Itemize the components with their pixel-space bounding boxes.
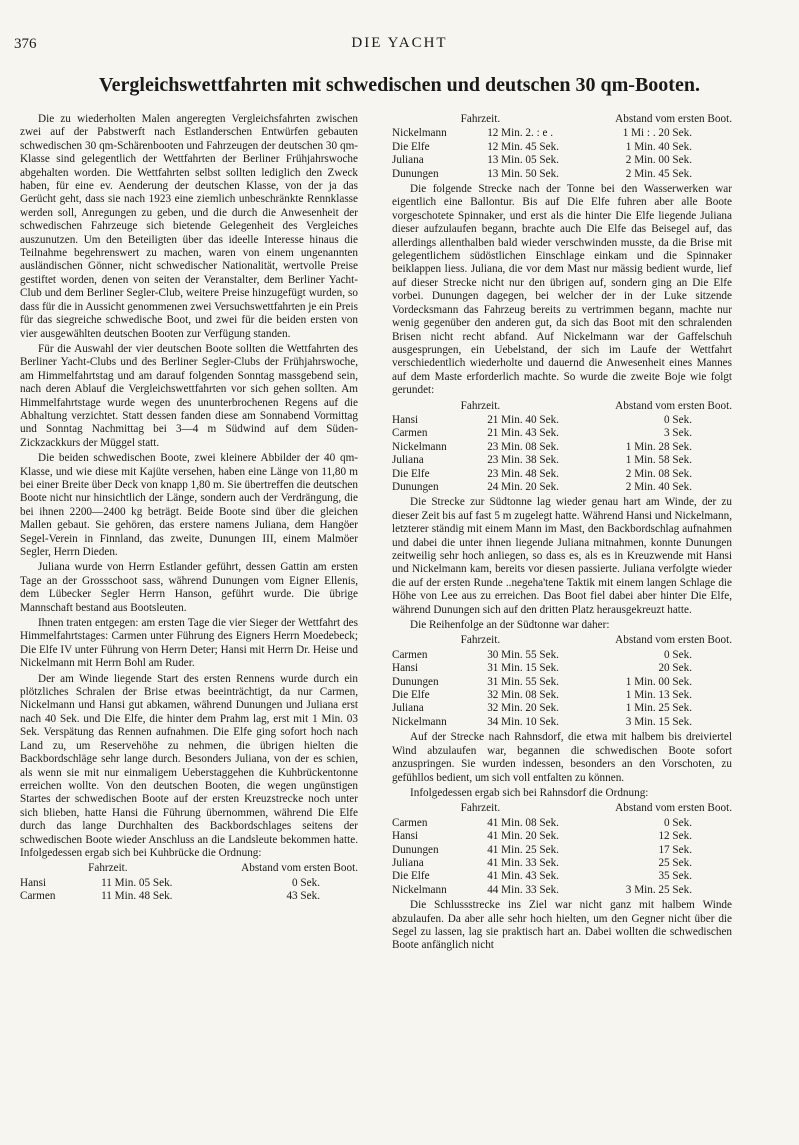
sailing-time: 23 Min. 08 Sek. bbox=[487, 440, 559, 453]
table-row bbox=[392, 427, 732, 440]
gap-to-leader: 0 Sek. bbox=[292, 876, 320, 889]
sailing-time: 31 Min. 15 Sek. bbox=[487, 662, 559, 675]
paragraph: Der am Winde liegende Start des ersten Rennens wurde durch ein plötzliches Schralen der Brise etwas beeinträchtigt, da nur Carmen, Nickelmann und Hansi gut abkamen, während Dunungen und Juliana erst nach 40 Sek. und Die Elfe, die hinter dem Prahm lag, erst mit 1 Min. 03 Sek. Verspätung das Rennen aufnahmen. Die Elfe ging sofort hoch nach Land zu, um Reservehöhe zu nehmen, die übrigen hielten die Backbordschläge sehr lange durch. Besonders Juliana, von der es schien, als wenn sie mit nur einmaligem Ueberstaggehen die Kuhbrückentonne erreichen wollte. Von den deutschen Booten, die wegen ungünstigen Startes der schwedischen Boote auf der ersten Kreuzstrecke noch unter sich blieben, hatte Hansi die Führung übernommen, während Die Elfe durch das lange Durchhalten des Backbordschlages seitens der schwedischen Boote wieder Anschluss an die Landsleute bekommen hatte. Infolgedessen ergab sich bei Kuhbrücke die Ordnung: bbox=[20, 672, 358, 859]
boat-name: Hansi bbox=[392, 830, 419, 843]
gap-to-leader: 1 Min. 25 Sek. bbox=[625, 702, 692, 715]
table-row bbox=[392, 454, 732, 467]
boat-name: Juliana bbox=[392, 154, 424, 167]
paragraph: Die zu wiederholten Malen angeregten Vergleichsfahrten zwischen zwei auf der Pabstwerft nach Estlanderschen Entwürfen gebauten schwedischen 30 qm-Schärenbooten und Fahrzeugen der deutschen 30 qm-Klasse sind gelegentlich der Wettfahrten der Berliner Frühjahrswoche abgehalten worden. Die Wettfahrten selbst sollten lediglich den Zweck haben, für eine ev. Aenderung der deutschen Klasse, von der ja das Gerücht geht, dass sie nach 1923 eine ziemlich unbeschränkte Rennklasse werden soll, Anregungen zu geben, und die durch die Anwesenheit der schwedischen Fahrzeuge sich bietende Gelegenheit des Vergleiches auszunutzen. Um den Beteiligten über das ideelle Interesse hinaus die Teilnahme begehrenswert zu machen, waren von einem ungenannten ausländischen Gönner, nicht schwedischer Nationalität, wertvolle Preise gestiftet worden, denen von seiten der Veranstalter, dem Berliner Yacht-Club und dem Berliner Segler-Club, weitere Preise hinzugefügt wurden, so dass für die in Aussicht genommenen zwei Versuchswettfahrten je ein Preis für das siegreiche schwedische Boot, und zwei für die beiden ersten von vier ausgewählten deutschen Booten zur Verfügung standen. bbox=[20, 113, 358, 340]
boat-name: Dunungen bbox=[392, 843, 439, 856]
boat-name: Carmen bbox=[20, 890, 56, 903]
table-row bbox=[392, 716, 732, 729]
results-table bbox=[392, 802, 732, 897]
table-row bbox=[392, 141, 732, 154]
col-gap-header: Abstand vom ersten Boot. bbox=[615, 399, 732, 412]
table-row bbox=[392, 481, 732, 494]
gap-to-leader: 1 Min. 13 Sek. bbox=[625, 689, 692, 702]
table-row bbox=[392, 468, 732, 481]
boat-name: Nickelmann bbox=[392, 883, 447, 896]
gap-to-leader: 2 Min. 40 Sek. bbox=[625, 480, 692, 493]
sailing-time: 41 Min. 33 Sek. bbox=[487, 856, 559, 869]
boat-name: Carmen bbox=[392, 648, 428, 661]
sailing-time: 34 Min. 10 Sek. bbox=[487, 715, 559, 728]
gap-to-leader: 2 Min. 08 Sek. bbox=[625, 467, 692, 480]
results-table bbox=[392, 634, 732, 729]
col-time-header: Fahrzeit. bbox=[88, 862, 128, 875]
col-gap-header: Abstand vom ersten Boot. bbox=[615, 802, 732, 815]
paragraph: Ihnen traten entgegen: am ersten Tage die vier Sieger der Wettfahrt des Himmelfahrtstages: Carmen unter Führung des Eigners Herrn Moedebeck; Die Elfe IV unter Führung von Herrn Deter; Hansi mit Herrn Dr. Heise und Nickelmann mit Herrn Bohl am Ruder. bbox=[20, 617, 358, 670]
results-table bbox=[392, 400, 732, 495]
gap-to-leader: 1 Min. 40 Sek. bbox=[625, 140, 692, 153]
sailing-time: 11 Min. 05 Sek. bbox=[101, 876, 173, 889]
sailing-time: 32 Min. 20 Sek. bbox=[487, 702, 559, 715]
table-row bbox=[392, 817, 732, 830]
boat-name: Dunungen bbox=[392, 480, 439, 493]
boat-name: Dunungen bbox=[392, 167, 439, 180]
article-title: Vergleichswettfahrten mit schwedischen und deutschen 30 qm-Booten. bbox=[99, 74, 700, 96]
gap-to-leader: 0 Sek. bbox=[664, 648, 692, 661]
results-table bbox=[392, 113, 732, 181]
boat-name: Juliana bbox=[392, 454, 424, 467]
boat-name: Nickelmann bbox=[392, 715, 447, 728]
table-row bbox=[392, 844, 732, 857]
gap-to-leader: 3 Min. 15 Sek. bbox=[625, 715, 692, 728]
col-time-header: Fahrzeit. bbox=[460, 802, 501, 815]
col-time-header: Fahrzeit. bbox=[460, 634, 501, 647]
page-number: 376 bbox=[14, 36, 37, 52]
table-row bbox=[392, 662, 732, 675]
boat-name: Nickelmann bbox=[392, 440, 447, 453]
table-header bbox=[392, 802, 732, 815]
gap-to-leader: 17 Sek. bbox=[658, 843, 692, 856]
paragraph: Die Strecke zur Südtonne lag wieder genau hart am Winde, der zu dieser Zeit bis auf fast 5 m zugelegt hatte. Während Hansi und Nickelmann, letzterer ständig mit einem Mann im Mast, den Backbordschlag aufnahmen und dabei die unter ihnen liegende Juliana mitnahmen, konnte Dunungen zeitweilig sehr hoch anliegen, so dass es, als es in Kreuzwende mit Hansi und Nickelmann kam, bereits vor diesen passierte. Juliana verfolgte wieder die auf der ersten Runde ..negeha'tene Taktik mit einem langen Schlage die Höhe von Lee aus zu erreichen. Das Boot fiel dabei aber hinter Die Elfe, während Dunungen sich auf den dritten Platz herausgekreuzt hatte. bbox=[392, 496, 732, 616]
right-column bbox=[392, 113, 732, 955]
boat-name: Carmen bbox=[392, 816, 428, 829]
table-row bbox=[392, 689, 732, 702]
sailing-time: 32 Min. 08 Sek. bbox=[487, 689, 559, 702]
boat-name: Hansi bbox=[20, 876, 47, 889]
table-row bbox=[392, 154, 732, 167]
col-gap-header: Abstand vom ersten Boot. bbox=[615, 634, 732, 647]
gap-to-leader: 2 Min. 00 Sek. bbox=[625, 154, 692, 167]
sailing-time: 13 Min. 05 Sek. bbox=[487, 154, 559, 167]
boat-name: Die Elfe bbox=[392, 467, 430, 480]
sailing-time: 13 Min. 50 Sek. bbox=[487, 167, 559, 180]
table-row bbox=[20, 890, 358, 903]
gap-to-leader: 1 Min. 28 Sek. bbox=[625, 440, 692, 453]
paragraph: Für die Auswahl der vier deutschen Boote sollten die Wettfahrten des Berliner Yacht-Clubs und des Berliner Segler-Clubs der Frühjahrswoche, am Himmelfahrtstag und am darauf folgenden Sonntag massgebend sein, nach deren Ablauf die Vergleichswettfahrten vor sich gehen sollten. Am Himmelfahrtstage wurde wegen des ununterbrochenen Regens auf die Abhaltung verzichtet. Statt dessen fanden diese am Sonnabend Vormittag und Sonntag Nachmittag bei 3—4 m Südwind auf dem Süden-Zickzackkurs der Müggel statt. bbox=[20, 342, 358, 449]
boat-name: Hansi bbox=[392, 662, 419, 675]
gap-to-leader: 0 Sek. bbox=[664, 816, 692, 829]
table-row bbox=[392, 168, 732, 181]
gap-to-leader: 35 Sek. bbox=[658, 870, 692, 883]
table-row bbox=[392, 884, 732, 897]
gap-to-leader: 43 Sek. bbox=[286, 890, 320, 903]
col-time-header: Fahrzeit. bbox=[460, 399, 501, 412]
table-row bbox=[392, 441, 732, 454]
sailing-time: 23 Min. 48 Sek. bbox=[487, 467, 559, 480]
table-row bbox=[392, 649, 732, 662]
gap-to-leader: 12 Sek. bbox=[658, 830, 692, 843]
sailing-time: 11 Min. 48 Sek. bbox=[101, 890, 173, 903]
table-row bbox=[392, 414, 732, 427]
gap-to-leader: 1 Min. 00 Sek. bbox=[625, 675, 692, 688]
paragraph: Infolgedessen ergab sich bei Rahnsdorf die Ordnung: bbox=[410, 786, 649, 799]
boat-name: Carmen bbox=[392, 427, 428, 440]
sailing-time: 12 Min. 45 Sek. bbox=[487, 140, 559, 153]
boat-name: Die Elfe bbox=[392, 140, 430, 153]
boat-name: Juliana bbox=[392, 856, 424, 869]
gap-to-leader: 0 Sek. bbox=[664, 413, 692, 426]
sailing-time: 41 Min. 08 Sek. bbox=[487, 816, 559, 829]
paragraph: Die Reihenfolge an der Südtonne war daher: bbox=[410, 619, 610, 632]
gap-to-leader: 1 Mi : . 20 Sek. bbox=[622, 127, 692, 140]
paragraph: Die folgende Strecke nach der Tonne bei den Wasserwerken war eigentlich eine Ballontur. Bis auf Die Elfe fuhren aber alle Boote vorgeschotete Spinnaker, und erst als die hinter Die Elfe liegende Juliana dieser aufzulaufen begann, brachte auch Die Elfe das Beisegel auf, das allerdings allenthalben bald wieder verschwinden musste, da die Brise mit gelegentlichem südöstlichen Einschlage einkam und die Spinnaker beiklappen liess. Juliana, die vor dem Mast nur mässig bedient wurde, lief auf dieser Strecke nicht nur den übrigen auf, sondern ging an Die Elfe vorbei. Dunungen dagegen, bei welcher der in der Luke sitzende Vordecksmann das Fahrzeug bereits zu vertrimmen begann, machte nur wenig gegenüber den anderen gut, da sich das Boot mit den schralenden Brisen nicht recht abfand. Auf Nickelmann war der Gaffelschuh ausgesprungen, ein Uebelstand, der sich im Laufe der Wettfahrt verschiedentlich wiederholte und dauernd die Anwesenheit eines Mannes auf dem Maste erforderlich machte. So wurde die zweite Boje wie folgt gerundet: bbox=[392, 183, 732, 397]
gap-to-leader: 2 Min. 45 Sek. bbox=[625, 167, 692, 180]
sailing-time: 30 Min. 55 Sek. bbox=[487, 648, 559, 661]
sailing-time: 41 Min. 25 Sek. bbox=[487, 843, 559, 856]
col-gap-header: Abstand vom ersten Boot. bbox=[615, 113, 732, 125]
sailing-time: 44 Min. 33 Sek. bbox=[487, 883, 559, 896]
running-title: DIE YACHT bbox=[351, 35, 448, 51]
gap-to-leader: 1 Min. 58 Sek. bbox=[625, 454, 692, 467]
table-row bbox=[392, 857, 732, 870]
paragraph: Auf der Strecke nach Rahnsdorf, die etwa mit halbem bis dreiviertel Wind abzulaufen war, begannen die schwedischen Boote sofort anzuspringen. Sie wurden indessen, besonders an den Vorschoten, zu gefühllos bedient, um sich voll entfalten zu können. bbox=[392, 731, 732, 784]
table-header bbox=[392, 634, 732, 647]
boat-name: Die Elfe bbox=[392, 689, 430, 702]
sailing-time: 23 Min. 38 Sek. bbox=[487, 454, 559, 467]
gap-to-leader: 3 Sek. bbox=[664, 427, 692, 440]
table-row bbox=[392, 127, 732, 140]
paragraph: Die beiden schwedischen Boote, zwei kleinere Abbilder der 40 qm-Klasse, und wie diese mit Kajüte versehen, haben eine Länge von 11,80 m bei einer Breite über Deck von knapp 1,80 m. Sie übertreffen die deutschen Boote nicht nur hinsichtlich der Länge, sondern auch der Verdrängung, die bei ihnen 2200—2400 kg beträgt. Beide Boote sind über die gleichen Mallen gebaut. Sie gehören, das erstere namens Juliana, dem Hangöer Segel-Verein in Finnland, das zweite, Dunungen III, einem Malmöer Segler, Herrn Dieden. bbox=[20, 452, 358, 558]
boat-name: Dunungen bbox=[392, 675, 439, 688]
results-table bbox=[20, 862, 358, 903]
table-row bbox=[392, 830, 732, 843]
gap-to-leader: 20 Sek. bbox=[658, 662, 692, 675]
table-header bbox=[20, 862, 358, 875]
col-time-header: Fahrzeit. bbox=[460, 113, 501, 125]
gap-to-leader: 25 Sek. bbox=[658, 856, 692, 869]
table-header bbox=[392, 400, 732, 413]
sailing-time: 41 Min. 20 Sek. bbox=[487, 830, 559, 843]
table-row bbox=[392, 676, 732, 689]
left-column bbox=[20, 113, 358, 906]
boat-name: Hansi bbox=[392, 413, 419, 426]
sailing-time: 31 Min. 55 Sek. bbox=[487, 675, 559, 688]
boat-name: Nickelmann bbox=[392, 127, 447, 140]
paragraph: Die Schlussstrecke ins Ziel war nicht ganz mit halbem Winde abzulaufen. Da aber alle sehr hoch hielten, um den Gegner nicht über die Segel zu lassen, lag sie praktisch hart an. Dabei wollten die schwedischen Boote anfänglich nicht bbox=[392, 899, 732, 952]
boat-name: Die Elfe bbox=[392, 870, 430, 883]
sailing-time: 21 Min. 43 Sek. bbox=[487, 427, 559, 440]
sailing-time: 21 Min. 40 Sek. bbox=[487, 413, 559, 426]
boat-name: Juliana bbox=[392, 702, 424, 715]
table-row bbox=[392, 870, 732, 883]
table-header bbox=[392, 113, 732, 126]
sailing-time: 24 Min. 20 Sek. bbox=[487, 480, 559, 493]
paragraph: Juliana wurde von Herrn Estlander geführt, dessen Gattin am ersten Tage an der Grossschoot sass, während Dunungen vom Eigner Ellenis, dem Lübecker Segler Herrn Hanson, geführt wurde. Die übrige Mannschaft bestand aus Bootsleuten. bbox=[20, 561, 358, 614]
sailing-time: 12 Min. 2. : e . bbox=[487, 127, 554, 140]
sailing-time: 41 Min. 43 Sek. bbox=[487, 870, 559, 883]
gap-to-leader: 3 Min. 25 Sek. bbox=[625, 883, 692, 896]
col-gap-header: Abstand vom ersten Boot. bbox=[241, 862, 358, 875]
table-row bbox=[20, 877, 358, 890]
table-row bbox=[392, 702, 732, 715]
